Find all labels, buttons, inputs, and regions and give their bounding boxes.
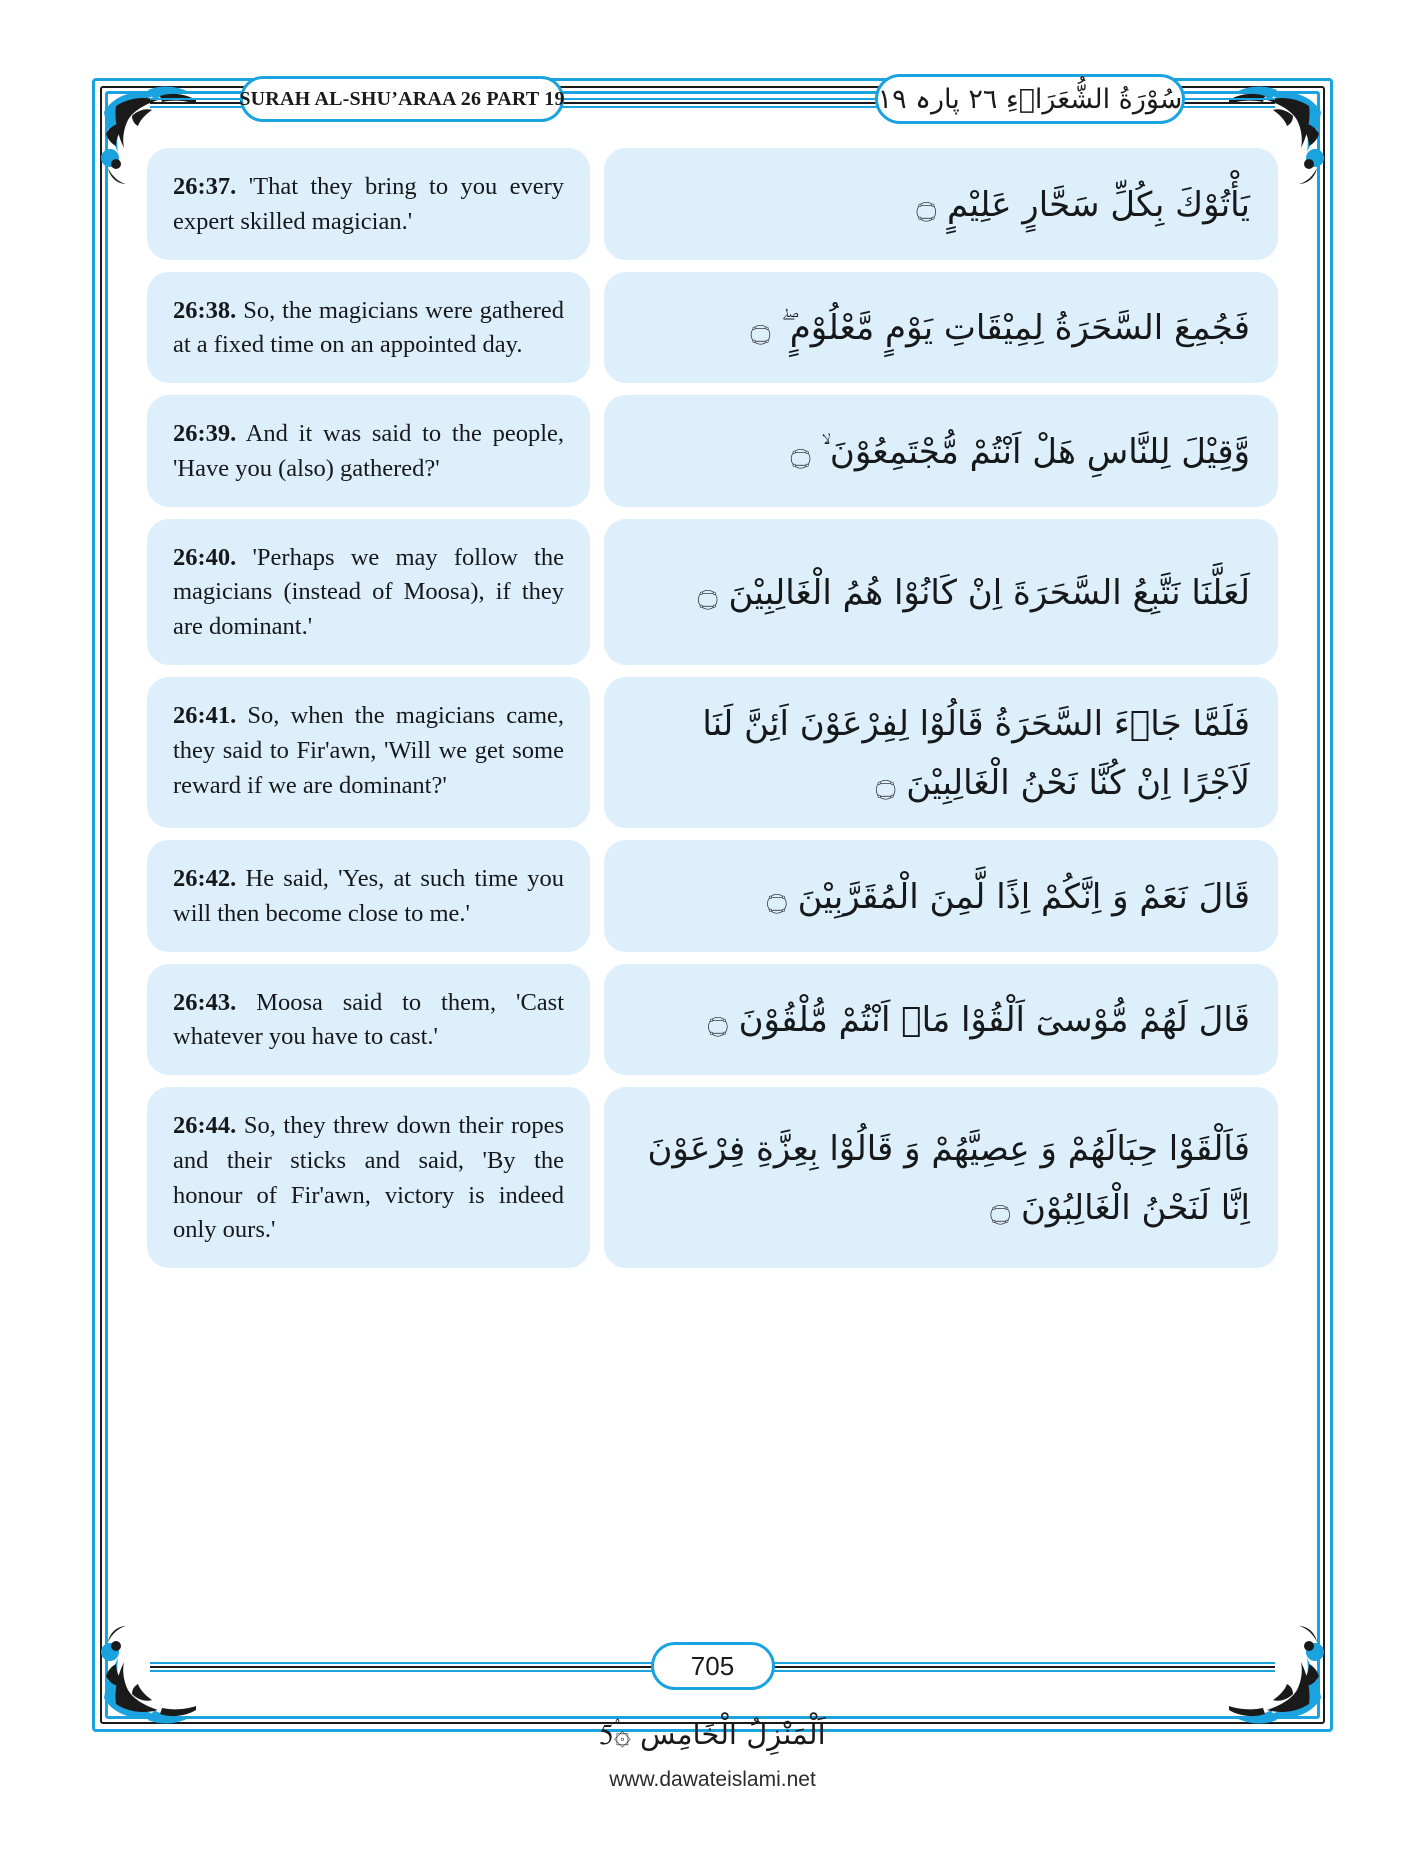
page-number-badge (651, 1642, 775, 1690)
surah-title-banner-arabic (875, 74, 1185, 124)
verse-english-text (173, 541, 564, 645)
verse-arabic-text: فَلَمَّا جَاۤءَ السَّحَرَةُ قَالُوْا لِفِرْعَوْنَ اَئِنَّ لَنَا لَاَجْرًا اِنْ كُنَّا نَحْنُ الْغَالِبِيْنَ ۝ (702, 704, 1250, 803)
surah-title-banner-english (240, 76, 564, 122)
verse-english-cell (147, 840, 590, 952)
verse-english-text (173, 986, 564, 1056)
verse-english-body: 'Perhaps we may follow the magicians (instead of Moosa), if they are dominant.' (173, 543, 564, 641)
verse-english-cell (147, 148, 590, 260)
verse-english-body: He said, 'Yes, at such time you will then become close to me.' (173, 864, 565, 927)
verse-row (147, 395, 1278, 507)
verse-row (147, 272, 1278, 384)
verse-english-text (173, 170, 564, 240)
verse-number: 26:43. (173, 988, 237, 1016)
verse-english-cell (147, 677, 590, 828)
verse-arabic-cell (604, 395, 1278, 507)
verse-arabic-cell (604, 272, 1278, 384)
verse-row (147, 1087, 1278, 1268)
website-url: www.dawateislami.net (609, 1768, 816, 1791)
manzil-label: اَلْمَنْزِلُ الْخَامِس ۞5۟ (599, 1717, 826, 1751)
verse-number: 26:37. (173, 173, 237, 200)
verse-english-body: 'That they bring to you every expert skilled magician.' (173, 173, 565, 235)
verse-english-text (173, 417, 564, 487)
surah-title-english: SURAH AL-SHU’ARAA 26 PART 19 (239, 87, 565, 110)
verse-english-cell (147, 519, 590, 665)
verse-row (147, 519, 1278, 665)
verse-arabic-text: فَجُمِعَ السَّحَرَةُ لِمِيْقَاتِ يَوْمٍ مَّعْلُوْمٍ ۖ ۝ (750, 308, 1250, 349)
verse-number: 26:42. (173, 864, 237, 892)
surah-title-arabic: سُوْرَةُ الشُّعَرَاۤءِ ٢٦ پارہ ١٩ (877, 83, 1183, 115)
verse-arabic-cell (604, 148, 1278, 260)
verse-english-text (173, 1109, 564, 1248)
page-number: 705 (690, 1650, 735, 1681)
verse-number: 26:40. (173, 543, 237, 571)
verse-english-cell (147, 395, 590, 507)
verse-number: 26:44. (173, 1112, 237, 1140)
verse-arabic-cell (604, 840, 1278, 952)
verse-arabic-cell (604, 677, 1278, 828)
verse-arabic-text: قَالَ لَهُمْ مُّوْسىٓ اَلْقُوْا مَاۤ اَنْتُمْ مُّلْقُوْنَ ۝ (707, 1000, 1250, 1041)
verse-arabic-cell (604, 1087, 1278, 1268)
verse-arabic-text: فَاَلْقَوْا حِبَالَهُمْ وَ عِصِيَّهُمْ وَ قَالُوْا بِعِزَّةِ فِرْعَوْنَ اِنَّا لَنَحْنُ الْغَالِبُوْنَ ۝ (647, 1129, 1250, 1228)
verse-arabic-text: قَالَ نَعَمْ وَ اِنَّكُمْ اِذًا لَّمِنَ الْمُقَرَّبِيْنَ ۝ (766, 876, 1250, 917)
verse-number: 26:41. (173, 702, 237, 730)
verse-arabic-cell (604, 964, 1278, 1076)
verse-arabic-text: يَأْتُوْكَ بِكُلِّ سَحَّارٍ عَلِيْمٍ ۝ (916, 184, 1250, 225)
verse-row (147, 964, 1278, 1076)
verse-english-text (173, 699, 564, 803)
verse-english-body: Moosa said to them, 'Cast whatever you have to cast.' (173, 988, 564, 1051)
verse-english-text (173, 862, 564, 932)
verse-english-body: So, when the magicians came, they said to Fir'awn, 'Will we get some reward if we are dominant?' (173, 702, 565, 799)
verse-row (147, 840, 1278, 952)
verse-row (147, 677, 1278, 828)
verse-english-text (173, 294, 564, 364)
verse-english-body: And it was said to the people, 'Have you (also) gathered?' (173, 420, 564, 482)
verse-english-body: So, the magicians were gathered at a fixed time on an appointed day. (173, 296, 565, 359)
verse-english-cell (147, 272, 590, 384)
verse-arabic-text: لَعَلَّنَا نَتَّبِعُ السَّحَرَةَ اِنْ كَانُوْا هُمُ الْغَالِبِيْنَ ۝ (697, 572, 1250, 613)
verse-list (147, 148, 1278, 1675)
verse-row (147, 148, 1278, 260)
verse-arabic-text: وَّقِيْلَ لِلنَّاسِ هَلْ اَنْتُمْ مُّجْتَمِعُوْنَ ۙ ۝ (790, 431, 1250, 472)
verse-number: 26:38. (173, 296, 237, 324)
verse-english-cell (147, 964, 590, 1076)
verse-english-cell (147, 1087, 590, 1268)
verse-english-body: So, they threw down their ropes and their sticks and said, 'By the honour of Fir'awn, victory is indeed only ours.' (173, 1112, 565, 1244)
verse-number: 26:39. (173, 420, 237, 448)
verse-arabic-cell (604, 519, 1278, 665)
